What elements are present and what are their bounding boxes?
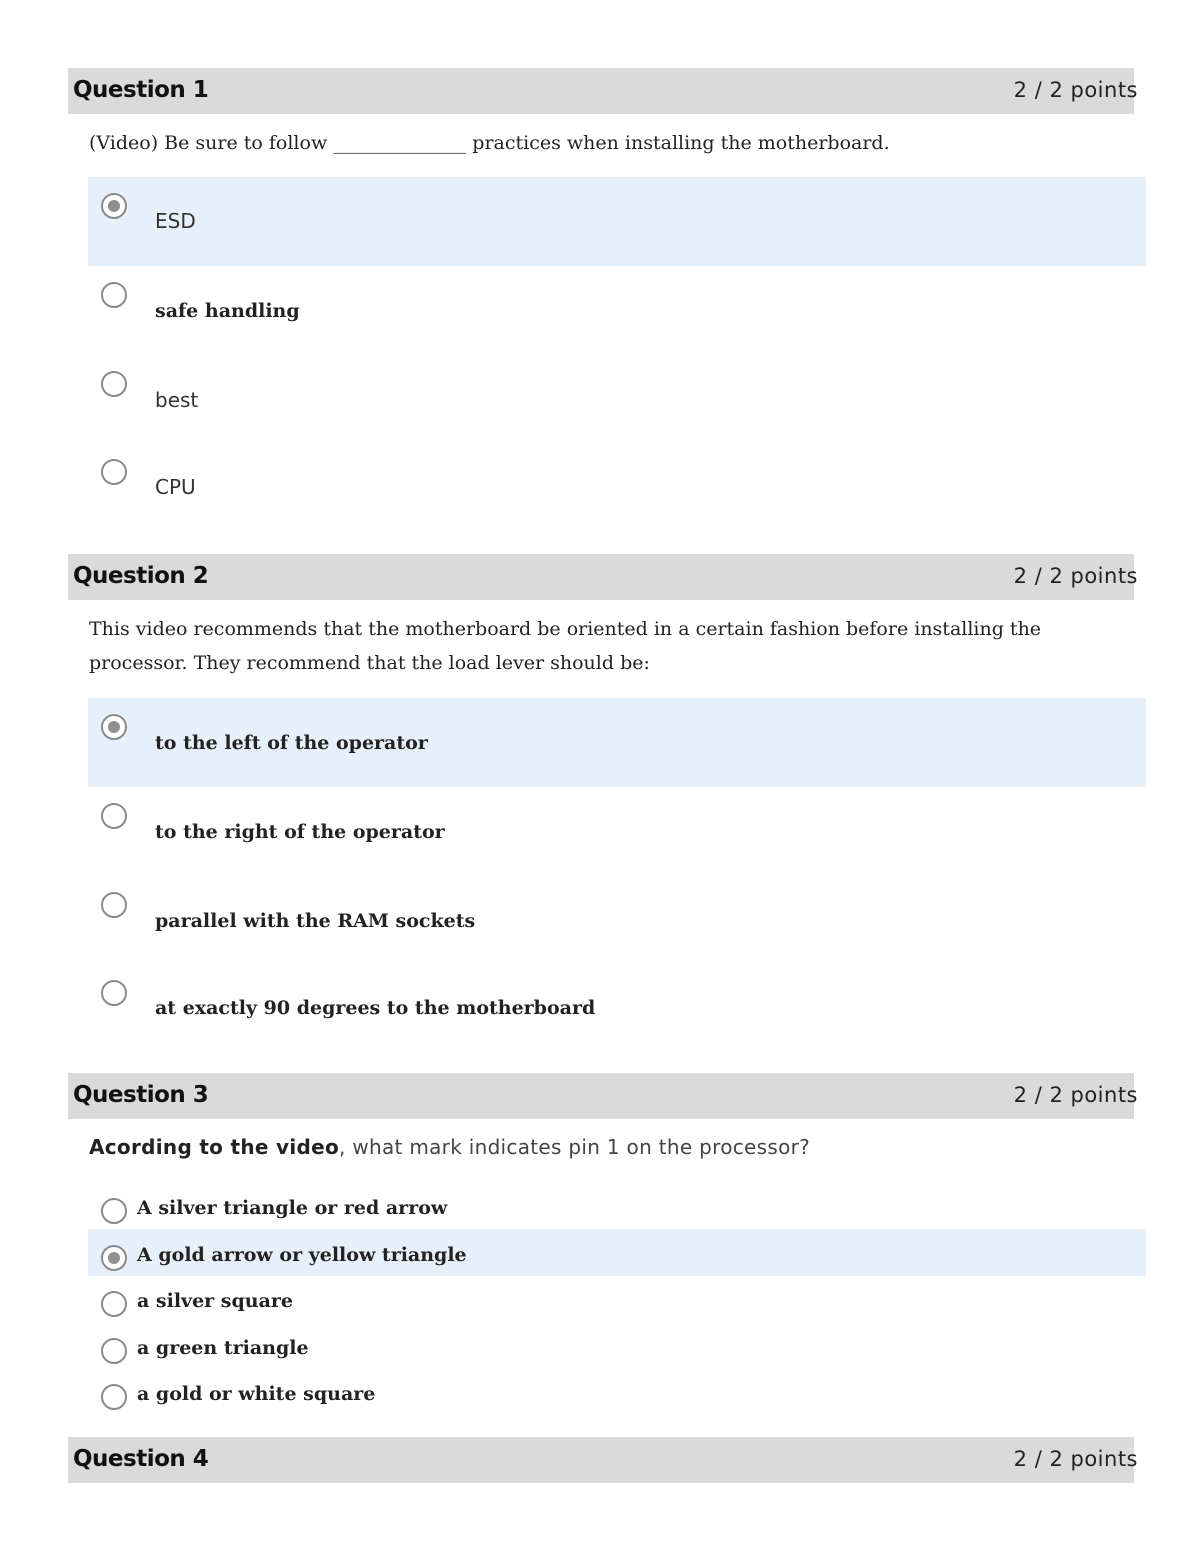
radio-button[interactable] bbox=[101, 1338, 127, 1364]
question-1-prompt: (Video) Be sure to follow ______________ practices when installing the motherboard. bbox=[89, 132, 890, 154]
question-title: Question 4 bbox=[73, 1446, 209, 1472]
question-2-header bbox=[68, 554, 1138, 600]
radio-button[interactable] bbox=[101, 1291, 127, 1317]
prompt-emphasis: Acording to the video bbox=[89, 1135, 340, 1159]
question-4-header bbox=[68, 1437, 1138, 1483]
option-label: CPU bbox=[155, 475, 196, 499]
option-label: at exactly 90 degrees to the motherboard bbox=[155, 997, 596, 1019]
radio-button[interactable] bbox=[101, 980, 127, 1006]
q1-option-cpu[interactable] bbox=[88, 443, 1146, 531]
option-label: ESD bbox=[155, 209, 196, 233]
q1-option-esd[interactable] bbox=[88, 177, 1146, 266]
radio-button[interactable] bbox=[101, 282, 127, 308]
radio-button[interactable] bbox=[101, 1198, 127, 1224]
q2-option-90-degrees[interactable] bbox=[88, 964, 1146, 1052]
option-label: to the left of the operator bbox=[155, 732, 428, 754]
option-label: a gold or white square bbox=[137, 1383, 376, 1405]
prompt-text: , what mark indicates pin 1 on the processor? bbox=[339, 1135, 811, 1159]
option-label: A gold arrow or yellow triangle bbox=[137, 1244, 467, 1266]
q2-option-right[interactable] bbox=[88, 787, 1146, 876]
q1-option-safe-handling[interactable] bbox=[88, 266, 1146, 355]
q3-option-gold-white-square[interactable] bbox=[88, 1373, 1146, 1419]
radio-button[interactable] bbox=[101, 803, 127, 829]
radio-button[interactable] bbox=[101, 459, 127, 485]
q3-option-silver-square[interactable] bbox=[88, 1280, 1146, 1326]
question-3-prompt bbox=[89, 1130, 1129, 1164]
q2-option-left[interactable] bbox=[88, 698, 1146, 787]
radio-button[interactable] bbox=[101, 1384, 127, 1410]
radio-button[interactable] bbox=[101, 892, 127, 918]
q2-option-parallel[interactable] bbox=[88, 876, 1146, 964]
option-label: best bbox=[155, 388, 199, 412]
question-points: 2 / 2 points bbox=[1013, 564, 1138, 588]
radio-button[interactable] bbox=[101, 371, 127, 397]
option-label: to the right of the operator bbox=[155, 821, 445, 843]
q3-option-gold-arrow[interactable] bbox=[88, 1229, 1146, 1276]
question-2-prompt: This video recommends that the motherboard be oriented in a certain fashion before installing the processor. They recommend that the load lever should be: bbox=[89, 618, 1042, 674]
option-label: a green triangle bbox=[137, 1337, 309, 1359]
question-1-header bbox=[68, 68, 1138, 114]
question-title: Question 1 bbox=[73, 77, 209, 103]
q3-option-green-triangle[interactable] bbox=[88, 1327, 1146, 1373]
question-title: Question 3 bbox=[73, 1082, 209, 1108]
question-points: 2 / 2 points bbox=[1013, 1083, 1138, 1107]
question-points: 2 / 2 points bbox=[1013, 78, 1138, 102]
option-label: safe handling bbox=[155, 300, 300, 322]
option-label: A silver triangle or red arrow bbox=[137, 1197, 448, 1219]
question-points: 2 / 2 points bbox=[1013, 1447, 1138, 1471]
radio-button-checked[interactable] bbox=[101, 1245, 127, 1271]
radio-button-checked[interactable] bbox=[101, 714, 127, 740]
option-label: parallel with the RAM sockets bbox=[155, 910, 476, 932]
question-3-header bbox=[68, 1073, 1138, 1119]
question-title: Question 2 bbox=[73, 563, 209, 589]
option-label: a silver square bbox=[137, 1290, 294, 1312]
q3-option-silver-triangle[interactable] bbox=[88, 1187, 1146, 1233]
q1-option-best[interactable] bbox=[88, 355, 1146, 443]
radio-button-checked[interactable] bbox=[101, 193, 127, 219]
